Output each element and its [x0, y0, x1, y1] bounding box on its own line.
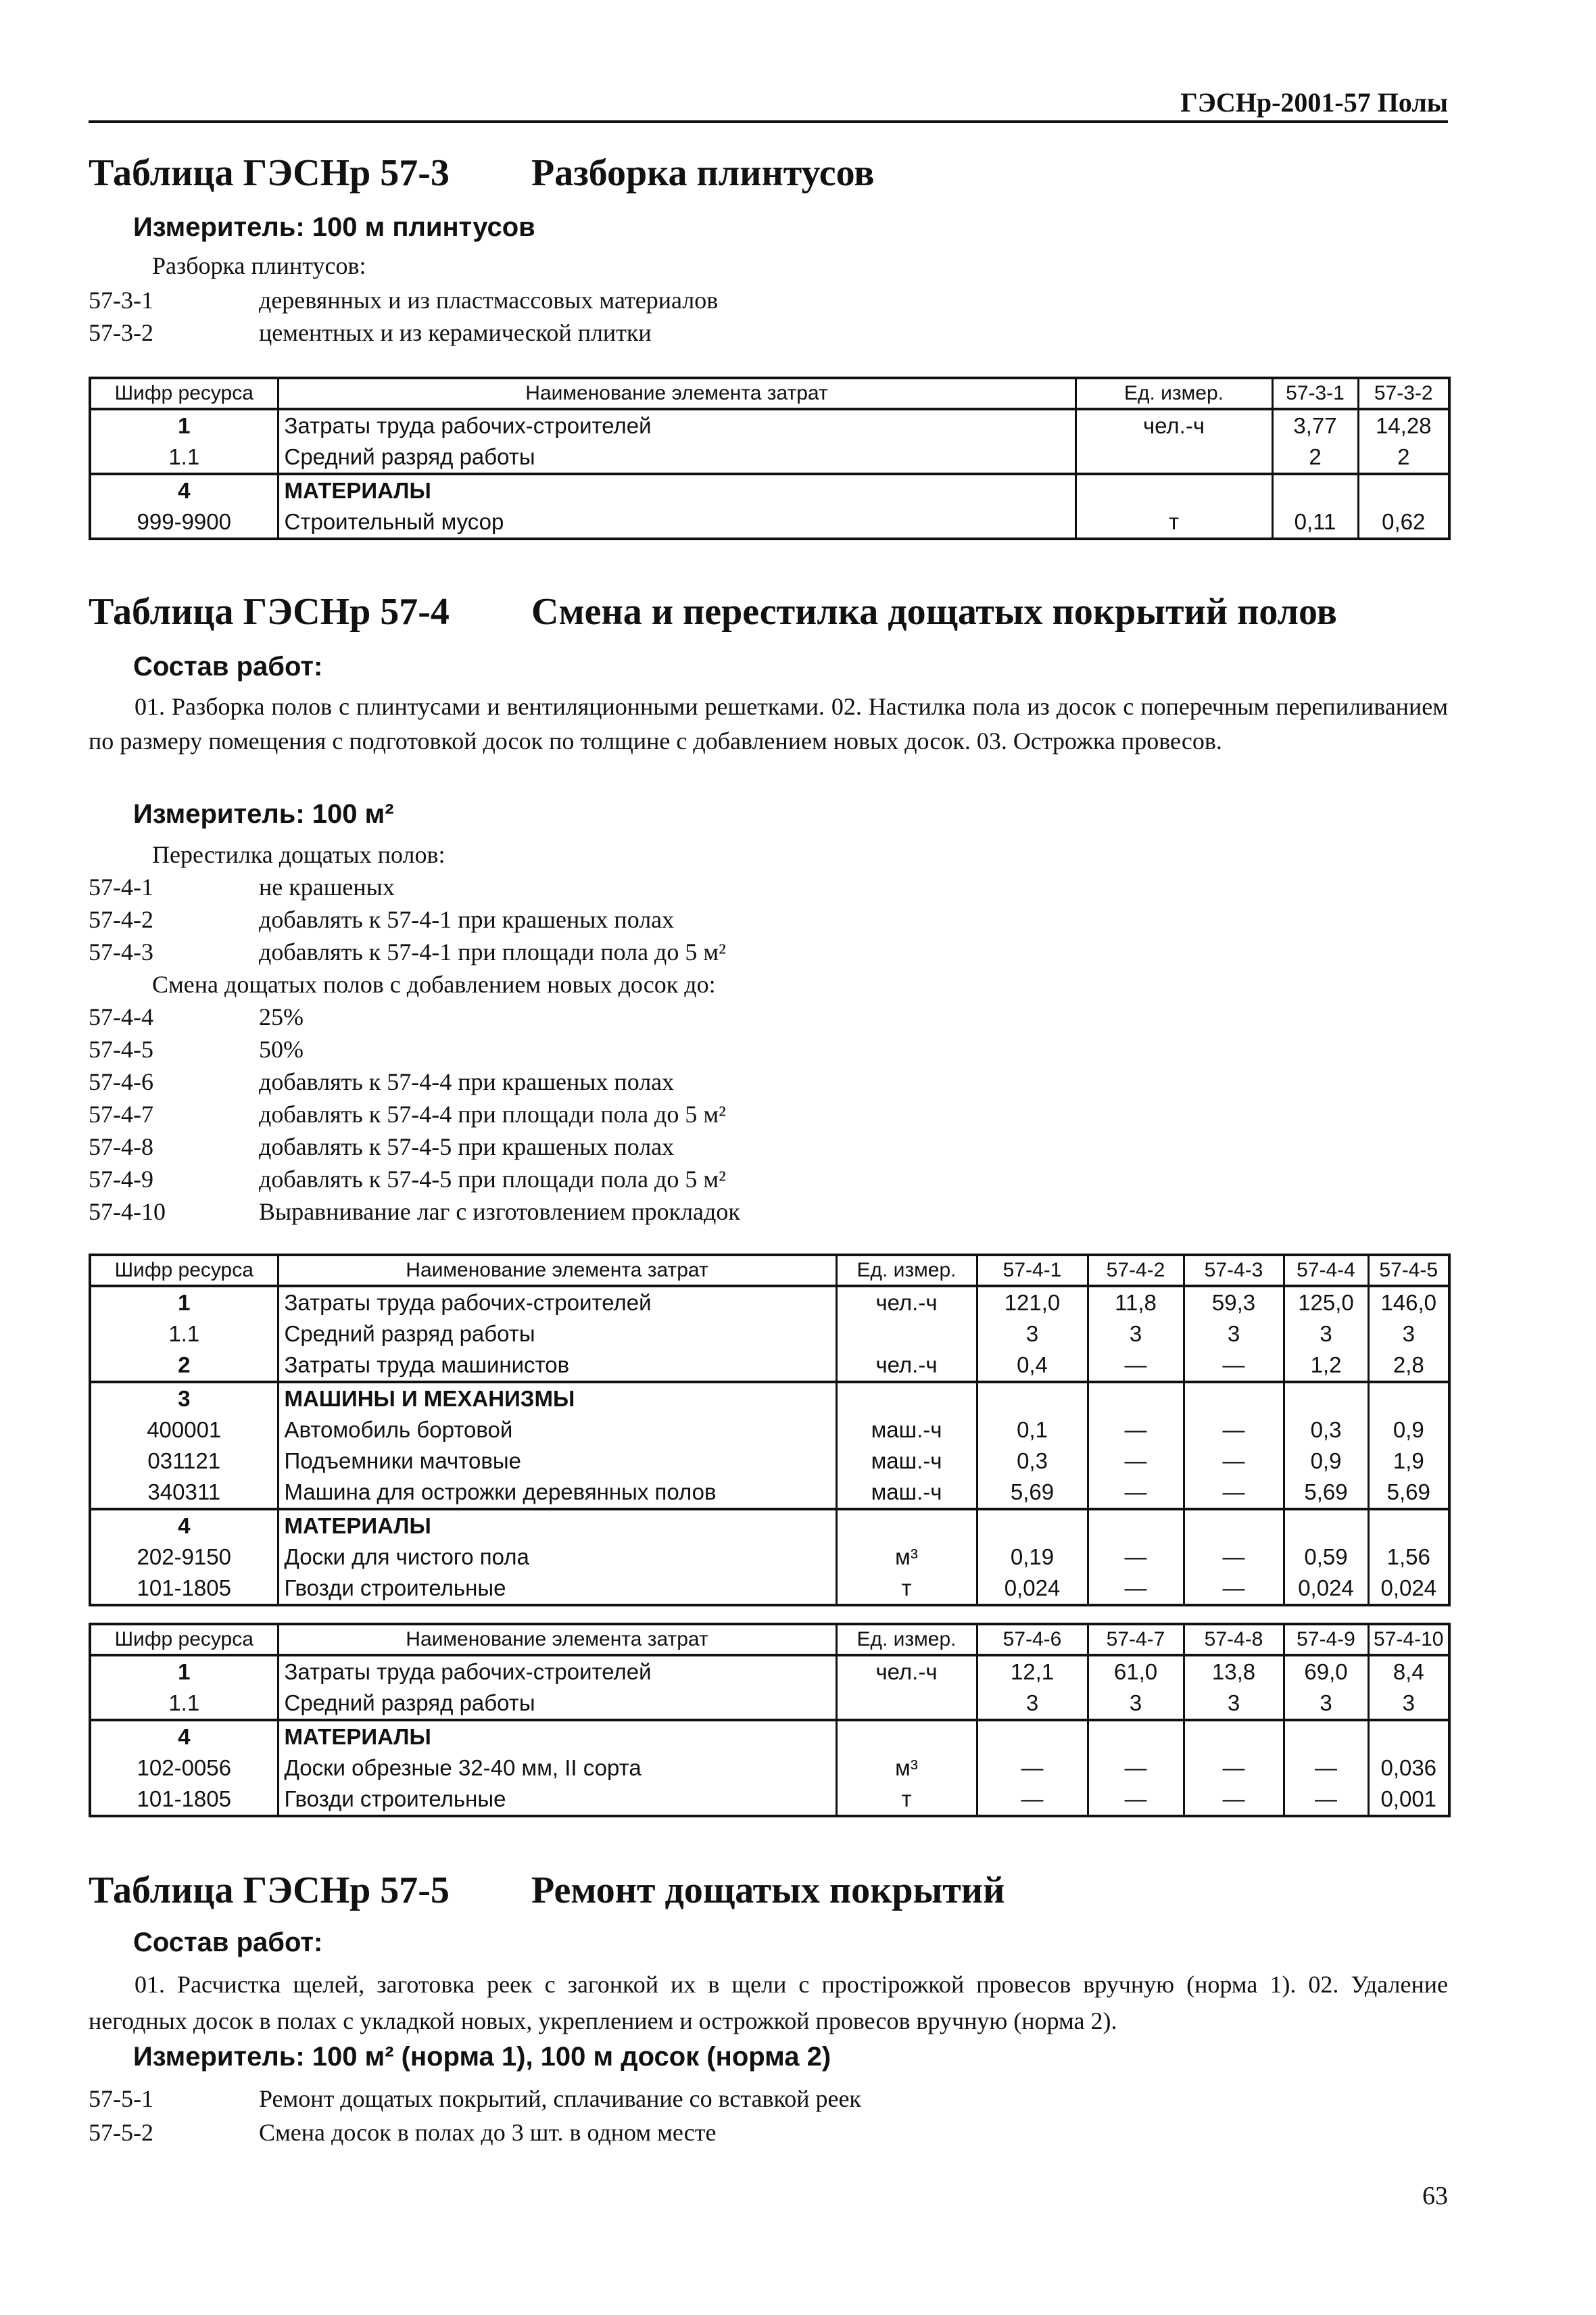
column-header: Шифр ресурса	[90, 378, 278, 409]
column-header: 57-4-10	[1368, 1624, 1449, 1655]
value-cell: 3	[1284, 1318, 1368, 1350]
column-header: 57-4-8	[1184, 1624, 1284, 1655]
table-row	[90, 1477, 1449, 1509]
value-cell: 69,0	[1284, 1655, 1368, 1688]
value-cell: 5,69	[1368, 1477, 1449, 1509]
column-header: 57-4-6	[977, 1624, 1088, 1655]
table-row	[90, 1655, 1449, 1688]
value-cell: 3	[1368, 1688, 1449, 1720]
value-cell: 13,8	[1184, 1655, 1284, 1688]
header-rule	[89, 120, 1448, 123]
value-cell: —	[1184, 1784, 1284, 1816]
value-cell	[1088, 1509, 1184, 1542]
table-row	[90, 1688, 1449, 1720]
column-header: 57-3-1	[1272, 378, 1358, 409]
cost-element-name: Затраты труда рабочих-строителей	[278, 409, 1075, 441]
table-row	[90, 1286, 1449, 1318]
value-cell: 3	[1368, 1318, 1449, 1350]
meter-label: Измеритель: 100 м плинтусов	[133, 212, 535, 242]
unit	[836, 1318, 977, 1350]
column-header: Шифр ресурса	[90, 1624, 278, 1655]
works-label: Состав работ:	[133, 652, 323, 682]
value-cell: 8,4	[1368, 1655, 1449, 1688]
value-cell	[1368, 1509, 1449, 1542]
value-cell: —	[1184, 1542, 1284, 1573]
resource-code: 3	[90, 1382, 278, 1414]
cost-element-name: МАТЕРИАЛЫ	[278, 1509, 836, 1542]
value-cell: 0,024	[977, 1573, 1088, 1605]
value-cell: —	[1184, 1446, 1284, 1477]
resource-code: 999-9900	[90, 506, 278, 539]
resource-code: 1	[90, 1655, 278, 1688]
item-text: Смена досок в полах до 3 шт. в одном месте	[259, 2119, 717, 2146]
item-text: добавлять к 57-4-5 при площади пола до 5 м²	[259, 1166, 726, 1193]
item-text: добавлять к 57-4-1 при крашеных полах	[259, 906, 675, 933]
item-text: деревянных и из пластмассовых материалов	[259, 287, 719, 314]
value-cell: 2	[1272, 441, 1358, 474]
cost-element-name: Автомобиль бортовой	[278, 1414, 836, 1446]
item-code: 57-4-5	[89, 1036, 153, 1063]
value-cell: 0,59	[1284, 1542, 1368, 1573]
value-cell	[1272, 474, 1358, 506]
table-row	[90, 1350, 1449, 1382]
cost-element-name: Гвозди строительные	[278, 1784, 836, 1816]
item-code: 57-4-6	[89, 1068, 153, 1095]
unit: чел.-ч	[836, 1350, 977, 1382]
meter-label: Измеритель: 100 м² (норма 1), 100 м досок (норма 2)	[133, 2042, 831, 2072]
resource-code: 101-1805	[90, 1784, 278, 1816]
value-cell	[1284, 1509, 1368, 1542]
resource-table-57-3	[89, 377, 1451, 540]
value-cell: 1,2	[1284, 1350, 1368, 1382]
table-row	[90, 1414, 1449, 1446]
table-row	[90, 441, 1449, 474]
unit: т	[836, 1573, 977, 1605]
value-cell: 0,024	[1284, 1573, 1368, 1605]
value-cell: —	[1284, 1784, 1368, 1816]
value-cell: —	[1088, 1477, 1184, 1509]
unit: м³	[836, 1752, 977, 1784]
value-cell	[1284, 1382, 1368, 1414]
cost-element-name: Доски для чистого пола	[278, 1542, 836, 1573]
value-cell: 121,0	[977, 1286, 1088, 1318]
cost-element-name: Средний разряд работы	[278, 1318, 836, 1350]
value-cell: 0,9	[1284, 1446, 1368, 1477]
column-header: 57-4-2	[1088, 1255, 1184, 1286]
unit: чел.-ч	[836, 1655, 977, 1688]
value-cell: 3	[977, 1318, 1088, 1350]
value-cell	[977, 1509, 1088, 1542]
cost-element-name: МАШИНЫ И МЕХАНИЗМЫ	[278, 1382, 836, 1414]
works-label: Состав работ:	[133, 1928, 323, 1957]
value-cell: 3	[1088, 1688, 1184, 1720]
value-cell	[1284, 1720, 1368, 1752]
value-cell: 11,8	[1088, 1286, 1184, 1318]
item-text: 25%	[259, 1003, 304, 1030]
resource-code: 2	[90, 1350, 278, 1382]
unit	[836, 1720, 977, 1752]
item-code: 57-4-2	[89, 906, 153, 933]
unit: чел.-ч	[836, 1286, 977, 1318]
unit: т	[1075, 506, 1272, 539]
value-cell: —	[1184, 1752, 1284, 1784]
item-text: добавлять к 57-4-1 при площади пола до 5 м²	[259, 938, 726, 965]
value-cell: 1,56	[1368, 1542, 1449, 1573]
resource-code: 400001	[90, 1414, 278, 1446]
value-cell: 2,8	[1368, 1350, 1449, 1382]
table-row	[90, 1446, 1449, 1477]
header-row	[90, 1255, 1449, 1286]
value-cell	[1358, 474, 1449, 506]
value-cell	[1184, 1509, 1284, 1542]
item-text: добавлять к 57-4-4 при крашеных полах	[259, 1068, 675, 1095]
item-code: 57-5-1	[89, 2085, 153, 2112]
resource-code: 4	[90, 1720, 278, 1752]
item-code: 57-4-4	[89, 1003, 153, 1030]
value-cell	[977, 1720, 1088, 1752]
table-body	[90, 1286, 1449, 1605]
resource-code: 202-9150	[90, 1542, 278, 1573]
value-cell: 0,62	[1358, 506, 1449, 539]
value-cell: 3	[1184, 1318, 1284, 1350]
value-cell: 0,9	[1368, 1414, 1449, 1446]
resource-code: 4	[90, 474, 278, 506]
value-cell: 0,3	[1284, 1414, 1368, 1446]
table-header	[90, 1255, 1449, 1286]
works-text-body: 01. Разборка полов с плинтусами и вентиляционными решетками. 02. Настилка пола из досок с поперечным перепиливанием по размеру помещения с подготовкой досок по толщине с добавлением новых досок. 03. Острожка провесов.	[89, 693, 1448, 755]
table-header	[90, 1624, 1449, 1655]
title-prefix: Таблица ГЭСНр 57-4	[89, 591, 450, 633]
unit	[836, 1382, 977, 1414]
item-text: не крашеных	[259, 874, 395, 901]
unit: т	[836, 1784, 977, 1816]
value-cell: 0,036	[1368, 1752, 1449, 1784]
value-cell: —	[1088, 1542, 1184, 1573]
cost-element-name: Машина для острожки деревянных полов	[278, 1477, 836, 1509]
value-cell	[1088, 1720, 1184, 1752]
item-code: 57-4-10	[89, 1198, 166, 1225]
value-cell: 3	[1088, 1318, 1184, 1350]
table-row	[90, 1720, 1449, 1752]
value-cell: 0,024	[1368, 1573, 1449, 1605]
value-cell: —	[1088, 1446, 1184, 1477]
column-header: 57-4-4	[1284, 1255, 1368, 1286]
works-text	[89, 690, 1448, 759]
table-row	[90, 1509, 1449, 1542]
resource-code: 1.1	[90, 1688, 278, 1720]
value-cell: 0,4	[977, 1350, 1088, 1382]
value-cell	[1368, 1382, 1449, 1414]
group-label: Разборка плинтусов:	[152, 252, 366, 279]
column-header: Ед. измер.	[1075, 378, 1272, 409]
works-text	[89, 1966, 1448, 2039]
section-title-57-3	[89, 151, 875, 195]
table-row	[90, 1784, 1449, 1816]
title-name: Смена и перестилка дощатых покрытий полов	[531, 591, 1337, 633]
value-cell: 0,19	[977, 1542, 1088, 1573]
cost-element-name: Затраты труда рабочих-строителей	[278, 1655, 836, 1688]
table-row	[90, 1573, 1449, 1605]
cost-element-name: Строительный мусор	[278, 506, 1075, 539]
value-cell: —	[1088, 1573, 1184, 1605]
column-header: 57-3-2	[1358, 378, 1449, 409]
table-row	[90, 506, 1449, 539]
resource-code: 340311	[90, 1477, 278, 1509]
item-code: 57-4-8	[89, 1133, 153, 1160]
value-cell	[1088, 1382, 1184, 1414]
value-cell: 0,1	[977, 1414, 1088, 1446]
resource-code: 031121	[90, 1446, 278, 1477]
running-header: ГЭСНр-2001-57 Полы	[1180, 87, 1448, 118]
value-cell: 3	[1184, 1688, 1284, 1720]
value-cell: 59,3	[1184, 1286, 1284, 1318]
unit: м³	[836, 1542, 977, 1573]
unit	[836, 1509, 977, 1542]
table-row	[90, 1542, 1449, 1573]
table-row	[90, 1382, 1449, 1414]
item-code: 57-5-2	[89, 2119, 153, 2146]
column-header: Наименование элемента затрат	[278, 1255, 836, 1286]
cost-element-name: Затраты труда рабочих-строителей	[278, 1286, 836, 1318]
value-cell	[977, 1382, 1088, 1414]
group-label: Смена дощатых полов с добавлением новых досок до:	[152, 971, 716, 998]
resource-code: 1.1	[90, 441, 278, 474]
column-header: Наименование элемента затрат	[278, 378, 1075, 409]
unit: маш.-ч	[836, 1414, 977, 1446]
resource-code: 1	[90, 1286, 278, 1318]
column-header: 57-4-9	[1284, 1624, 1368, 1655]
column-header: Наименование элемента затрат	[278, 1624, 836, 1655]
resource-table-57-4-a	[89, 1254, 1451, 1606]
item-text: цементных и из керамической плитки	[259, 319, 652, 346]
cost-element-name: МАТЕРИАЛЫ	[278, 474, 1075, 506]
cost-element-name: Средний разряд работы	[278, 441, 1075, 474]
value-cell: 0,3	[977, 1446, 1088, 1477]
unit	[1075, 441, 1272, 474]
item-text: 50%	[259, 1036, 304, 1063]
table-row	[90, 1318, 1449, 1350]
cost-element-name: Затраты труда машинистов	[278, 1350, 836, 1382]
value-cell: —	[1088, 1784, 1184, 1816]
table-body	[90, 409, 1449, 539]
table-row	[90, 409, 1449, 441]
table-body	[90, 1655, 1449, 1816]
group-label: Перестилка дощатых полов:	[152, 841, 445, 868]
value-cell: —	[1088, 1752, 1184, 1784]
value-cell: 5,69	[977, 1477, 1088, 1509]
value-cell: 14,28	[1358, 409, 1449, 441]
value-cell: —	[1088, 1414, 1184, 1446]
table-row	[90, 474, 1449, 506]
unit	[836, 1688, 977, 1720]
unit: чел.-ч	[1075, 409, 1272, 441]
value-cell: 12,1	[977, 1655, 1088, 1688]
table-header	[90, 378, 1449, 409]
title-prefix: Таблица ГЭСНр 57-5	[89, 1869, 450, 1911]
value-cell	[1184, 1720, 1284, 1752]
value-cell: —	[1284, 1752, 1368, 1784]
value-cell: 146,0	[1368, 1286, 1449, 1318]
unit	[1075, 474, 1272, 506]
value-cell: —	[1088, 1350, 1184, 1382]
value-cell: 1,9	[1368, 1446, 1449, 1477]
value-cell: 3	[977, 1688, 1088, 1720]
item-text: Ремонт дощатых покрытий, сплачивание со вставкой реек	[259, 2085, 861, 2112]
item-code: 57-4-9	[89, 1166, 153, 1193]
table-row	[90, 1752, 1449, 1784]
title-name: Ремонт дощатых покрытий	[531, 1869, 1005, 1911]
resource-code: 1.1	[90, 1318, 278, 1350]
value-cell: —	[1184, 1414, 1284, 1446]
column-header: 57-4-1	[977, 1255, 1088, 1286]
value-cell: —	[977, 1752, 1088, 1784]
value-cell: 3	[1284, 1688, 1368, 1720]
value-cell: —	[1184, 1573, 1284, 1605]
resource-code: 4	[90, 1509, 278, 1542]
works-text-body: 01. Расчистка щелей, заготовка реек с загонкой их в щели с простірожкой провесов вручную (норма 1). 02. Удаление негодных досок в полах с укладкой новых, укреплением и острожкой провесов вручную (норма 2).	[89, 1971, 1448, 2034]
meter-label: Измеритель: 100 м²	[133, 799, 394, 829]
value-cell: 0,001	[1368, 1784, 1449, 1816]
column-header: Ед. измер.	[836, 1624, 977, 1655]
value-cell	[1184, 1382, 1284, 1414]
item-text: добавлять к 57-4-5 при крашеных полах	[259, 1133, 675, 1160]
resource-table-57-4-b	[89, 1623, 1451, 1817]
value-cell: —	[977, 1784, 1088, 1816]
column-header: Ед. измер.	[836, 1255, 977, 1286]
value-cell: 125,0	[1284, 1286, 1368, 1318]
item-text: Выравнивание лаг с изготовлением прокладок	[259, 1198, 740, 1225]
header-row	[90, 1624, 1449, 1655]
column-header: 57-4-3	[1184, 1255, 1284, 1286]
value-cell: —	[1184, 1350, 1284, 1382]
unit: маш.-ч	[836, 1477, 977, 1509]
title-prefix: Таблица ГЭСНр 57-3	[89, 152, 450, 194]
value-cell: 2	[1358, 441, 1449, 474]
item-code: 57-4-1	[89, 874, 153, 901]
item-code: 57-3-2	[89, 319, 153, 346]
column-header: 57-4-7	[1088, 1624, 1184, 1655]
value-cell: 61,0	[1088, 1655, 1184, 1688]
cost-element-name: Гвозди строительные	[278, 1573, 836, 1605]
item-code: 57-3-1	[89, 287, 153, 314]
resource-code: 102-0056	[90, 1752, 278, 1784]
value-cell: 5,69	[1284, 1477, 1368, 1509]
column-header: 57-4-5	[1368, 1255, 1449, 1286]
column-header: Шифр ресурса	[90, 1255, 278, 1286]
value-cell: 3,77	[1272, 409, 1358, 441]
header-row	[90, 378, 1449, 409]
resource-code: 101-1805	[90, 1573, 278, 1605]
cost-element-name: МАТЕРИАЛЫ	[278, 1720, 836, 1752]
item-text: добавлять к 57-4-4 при площади пола до 5 м²	[259, 1101, 726, 1128]
resource-code: 1	[90, 409, 278, 441]
cost-element-name: Доски обрезные 32-40 мм, II сорта	[278, 1752, 836, 1784]
section-title-57-5	[89, 1869, 1005, 1912]
value-cell: 0,11	[1272, 506, 1358, 539]
title-name: Разборка плинтусов	[531, 152, 875, 194]
value-cell: —	[1184, 1477, 1284, 1509]
value-cell	[1368, 1720, 1449, 1752]
cost-element-name: Подъемники мачтовые	[278, 1446, 836, 1477]
unit: маш.-ч	[836, 1446, 977, 1477]
page-number: 63	[1422, 2182, 1448, 2210]
cost-element-name: Средний разряд работы	[278, 1688, 836, 1720]
item-code: 57-4-3	[89, 938, 153, 965]
item-code: 57-4-7	[89, 1101, 153, 1128]
section-title-57-4	[89, 590, 1337, 634]
